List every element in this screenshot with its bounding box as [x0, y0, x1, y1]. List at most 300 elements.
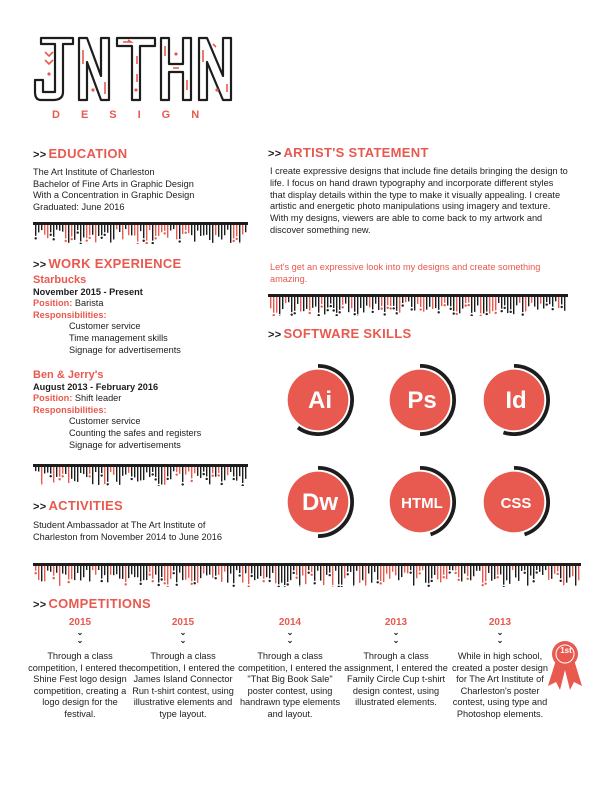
- drip-line: [161, 467, 162, 485]
- drip-line: [119, 566, 120, 579]
- drip-line: [134, 467, 135, 477]
- drip-dot: [146, 242, 148, 244]
- drip-line: [423, 297, 424, 312]
- drip-line: [74, 225, 75, 240]
- drip-line: [107, 467, 108, 482]
- drip-line: [263, 566, 264, 579]
- drip-dot: [191, 480, 193, 482]
- drip-dot: [482, 584, 484, 586]
- drip-dot: [80, 243, 82, 244]
- drip-dot: [329, 574, 331, 576]
- drip-line: [137, 467, 138, 481]
- drip-line: [476, 566, 477, 571]
- drip-line: [110, 225, 111, 243]
- drip-line: [437, 566, 438, 579]
- drip-line: [173, 225, 174, 229]
- drip-dot: [384, 313, 386, 315]
- drip-line: [194, 566, 195, 581]
- drip-line: [408, 297, 409, 301]
- drip-dot: [155, 237, 157, 239]
- drip-line: [323, 566, 324, 585]
- drip-line: [564, 297, 565, 311]
- drip-line: [549, 297, 550, 304]
- drip-line: [314, 566, 315, 581]
- drip-line: [357, 297, 358, 314]
- drip-line: [410, 566, 411, 570]
- drip-line: [348, 297, 349, 312]
- drip-line: [270, 297, 271, 308]
- drip-line: [327, 297, 328, 308]
- drip-line: [339, 297, 340, 310]
- drip-line: [273, 297, 274, 313]
- drip-dot: [546, 303, 548, 305]
- drip-line: [566, 566, 567, 583]
- drip-line: [494, 566, 495, 579]
- drip-line: [110, 467, 111, 472]
- drip-line: [176, 566, 177, 582]
- drip-line: [104, 467, 105, 484]
- drip-line: [299, 566, 300, 585]
- chevron-down-icon: ⌄ ⌄: [76, 628, 84, 645]
- logo-subtitle: DESIGN: [52, 109, 221, 121]
- drip-line: [188, 467, 189, 471]
- competition-year: 2015: [171, 617, 195, 628]
- drip-line: [95, 225, 96, 242]
- drip-line: [449, 566, 450, 570]
- drip-line: [432, 297, 433, 309]
- drip-line: [524, 566, 525, 570]
- drip-line: [80, 566, 81, 580]
- drip-line: [143, 566, 144, 580]
- drip-dot: [86, 239, 88, 241]
- drip-dot: [68, 581, 70, 583]
- job-dates: August 2013 - February 2016: [33, 381, 159, 392]
- drip-line: [512, 566, 513, 570]
- drip-line: [438, 297, 439, 310]
- drip-dot: [449, 571, 451, 573]
- drip-dot: [485, 582, 487, 584]
- drip-dot: [239, 574, 241, 576]
- drip-line: [543, 297, 544, 309]
- drip-line: [458, 566, 459, 577]
- drip-line: [68, 467, 69, 483]
- drip-line: [221, 467, 222, 481]
- drip-line: [173, 566, 174, 571]
- drip-line: [242, 566, 243, 583]
- drip-line: [389, 566, 390, 579]
- drip-dot: [480, 315, 482, 316]
- competition-text: While in high school, created a poster design for The Art Institute of Charleston's poster contest, using type and Photoshop elements.: [451, 651, 549, 719]
- drip-line: [470, 566, 471, 580]
- drip-line: [501, 297, 502, 309]
- drip-line: [485, 566, 486, 581]
- drip-dot: [327, 309, 329, 311]
- drip-dot: [158, 485, 160, 486]
- drip-line: [414, 297, 415, 311]
- drip-dot: [164, 232, 166, 234]
- drip-line: [500, 566, 501, 574]
- drip-line: [459, 297, 460, 313]
- drip-dot: [294, 312, 296, 314]
- drip-line: [59, 225, 60, 231]
- drip-dot: [339, 311, 341, 313]
- drip-line: [236, 225, 237, 236]
- drip-line: [393, 297, 394, 306]
- drip-dot: [191, 583, 193, 585]
- drip-line: [365, 566, 366, 586]
- drip-dot: [287, 583, 289, 585]
- responsibilities-label: Responsibilities:: [33, 404, 107, 415]
- drip-dot: [233, 240, 235, 242]
- drip-line: [212, 225, 213, 243]
- drip-line: [242, 225, 243, 234]
- drip-line: [179, 225, 180, 239]
- drip-dot: [419, 572, 421, 574]
- drip-line: [558, 297, 559, 308]
- drip-line: [206, 566, 207, 575]
- drip-dot: [71, 238, 73, 240]
- drip-line: [554, 566, 555, 574]
- drip-line: [212, 467, 213, 473]
- drip-line: [71, 467, 72, 479]
- drip-line: [101, 467, 102, 473]
- drip-line: [89, 566, 90, 581]
- drip-line: [38, 467, 39, 472]
- drip-line: [131, 566, 132, 574]
- drip-line: [294, 297, 295, 311]
- drip-line: [101, 225, 102, 235]
- job-position: Barista: [74, 298, 104, 309]
- drip-dot: [273, 314, 275, 316]
- drip-line: [521, 566, 522, 571]
- drip-line: [158, 225, 159, 236]
- drip-line: [197, 467, 198, 476]
- drip-dot: [468, 304, 470, 306]
- drip-line: [266, 566, 267, 577]
- drip-line: [227, 566, 228, 583]
- skill-label: Ps: [407, 387, 437, 415]
- drip-line: [194, 467, 195, 473]
- drip-dot: [497, 576, 499, 578]
- drip-line: [164, 566, 165, 581]
- statement-text: I create expressive designs that include fine details bringing the design to life. I focus on hand drawn typography and incorporate different styles that display details within the type to make it visually appealing. I create artistic and energetic photo manipulations using imagery and texture. With my designs, viewers are able to come back to my artwork and discover something new.: [270, 166, 568, 235]
- drip-dot: [215, 577, 217, 579]
- drip-line: [50, 566, 51, 572]
- drip-dot: [560, 580, 562, 582]
- drip-line: [386, 566, 387, 574]
- drip-line: [540, 297, 541, 304]
- drip-line: [366, 297, 367, 306]
- drip-line: [515, 566, 516, 577]
- drip-line: [38, 566, 39, 580]
- drip-line: [384, 297, 385, 312]
- drip-line: [290, 566, 291, 580]
- skill-label: CSS: [500, 494, 532, 512]
- drip-dot: [347, 573, 349, 575]
- drip-line: [506, 566, 507, 580]
- drip-dot: [456, 313, 458, 315]
- drip-line: [56, 566, 57, 573]
- drip-dot: [431, 580, 433, 582]
- drip-line: [50, 225, 51, 232]
- drip-dot: [471, 314, 473, 316]
- drip-dot: [284, 586, 286, 587]
- drip-line: [50, 467, 51, 474]
- drip-line: [245, 566, 246, 573]
- drip-line: [140, 467, 141, 480]
- competition-text: Through a class competition, I entered the Shine Fest logo design competition, creating a logo design for the festival.: [28, 651, 132, 719]
- drip-line: [137, 566, 138, 577]
- competition-year: 2013: [384, 617, 408, 628]
- drip-line: [411, 297, 412, 307]
- drip-line: [62, 467, 63, 474]
- drip-line: [528, 297, 529, 306]
- drip-line: [353, 566, 354, 585]
- drip-line: [482, 566, 483, 583]
- drip-dot: [35, 237, 37, 239]
- drip-line: [44, 566, 45, 581]
- drip-dot: [503, 586, 505, 587]
- responsibility-item: Counting the safes and registers: [69, 427, 202, 438]
- drip-dot: [152, 242, 154, 244]
- drip-dot: [140, 583, 142, 585]
- drip-line: [489, 297, 490, 314]
- drip-line: [155, 566, 156, 575]
- drip-line: [227, 225, 228, 230]
- drip-line: [149, 225, 150, 230]
- drip-line: [152, 225, 153, 241]
- drip-line: [71, 566, 72, 579]
- drip-line: [140, 225, 141, 231]
- drip-line: [330, 297, 331, 304]
- drip-line: [534, 297, 535, 307]
- drip-line: [128, 467, 129, 473]
- drip-line: [101, 566, 102, 579]
- drip-dot: [233, 585, 235, 587]
- drip-dot: [387, 307, 389, 309]
- drip-dot: [101, 580, 103, 582]
- drip-line: [275, 566, 276, 583]
- drip-line: [555, 297, 556, 301]
- drip-line: [89, 467, 90, 474]
- drip-line: [191, 566, 192, 581]
- drip-line: [488, 566, 489, 573]
- drip-dot: [420, 308, 422, 310]
- drip-line: [209, 566, 210, 575]
- drip-dot: [107, 483, 109, 485]
- drip-line: [83, 467, 84, 474]
- drip-line: [278, 566, 279, 584]
- drip-line: [116, 225, 117, 229]
- drip-line: [326, 566, 327, 575]
- chevron-down-icon: ⌄ ⌄: [179, 628, 187, 645]
- drip-dot: [152, 473, 154, 475]
- drip-line: [545, 566, 546, 570]
- drip-line: [113, 566, 114, 575]
- drip-dot: [311, 573, 313, 575]
- drip-line: [86, 566, 87, 570]
- drip-line: [227, 467, 228, 475]
- drip-dot: [89, 475, 91, 477]
- drip-dot: [455, 572, 457, 574]
- drip-divider: [33, 222, 248, 244]
- drip-line: [185, 467, 186, 475]
- drip-line: [318, 297, 319, 313]
- chevron-down-icon: ⌄ ⌄: [496, 628, 504, 645]
- skill-label: HTML: [401, 494, 443, 512]
- drip-line: [239, 566, 240, 573]
- job-position: Shift leader: [74, 393, 122, 404]
- drip-line: [134, 225, 135, 236]
- drip-line: [335, 566, 336, 571]
- drip-line: [359, 566, 360, 583]
- drip-line: [426, 297, 427, 310]
- drip-line: [98, 467, 99, 485]
- drip-line: [434, 566, 435, 575]
- drip-dot: [411, 308, 413, 310]
- drip-dot: [296, 577, 298, 579]
- responsibility-item: Signage for advertisements: [69, 439, 181, 450]
- drip-line: [345, 297, 346, 304]
- drip-line: [236, 566, 237, 570]
- drip-line: [92, 566, 93, 570]
- drip-dot: [309, 312, 311, 314]
- drip-line: [122, 225, 123, 239]
- drip-dot: [167, 478, 169, 480]
- drip-line: [59, 467, 60, 477]
- drip-dot: [65, 240, 67, 242]
- drip-line: [351, 297, 352, 308]
- competition-year: 2015: [68, 617, 92, 628]
- drip-line: [173, 467, 174, 471]
- drip-line: [371, 566, 372, 583]
- drip-line: [311, 566, 312, 572]
- drip-line: [441, 297, 442, 306]
- drip-line: [443, 566, 444, 575]
- activities-title: >> ACTIVITIES: [33, 498, 123, 513]
- drip-line: [392, 566, 393, 572]
- drip-line: [465, 297, 466, 303]
- drip-dot: [104, 234, 106, 236]
- drip-line: [572, 566, 573, 576]
- drip-line: [282, 297, 283, 309]
- drip-dot: [137, 243, 139, 244]
- drip-line: [417, 297, 418, 304]
- drip-dot: [251, 575, 253, 577]
- drip-line: [440, 566, 441, 582]
- competition-item: [28, 617, 132, 721]
- divider-bar: [33, 464, 248, 467]
- drip-line: [444, 297, 445, 303]
- drip-line: [308, 566, 309, 570]
- drip-line: [230, 566, 231, 574]
- drip-line: [77, 225, 78, 230]
- statement-title: >> ARTIST'S STATEMENT: [268, 145, 429, 160]
- drip-dot: [557, 573, 559, 575]
- drip-line: [428, 566, 429, 583]
- drip-line: [296, 566, 297, 575]
- job-ben-jerrys: [33, 370, 263, 451]
- drip-dot: [444, 304, 446, 306]
- drip-line: [560, 566, 561, 578]
- drip-line: [62, 566, 63, 574]
- drip-line: [342, 297, 343, 305]
- drip-dot: [533, 580, 535, 582]
- drip-line: [546, 297, 547, 302]
- drip-line: [230, 225, 231, 243]
- drip-line: [200, 566, 201, 578]
- drip-line: [360, 297, 361, 308]
- drip-line: [134, 566, 135, 577]
- drip-line: [170, 566, 171, 579]
- drip-line: [288, 297, 289, 302]
- drip-dot: [293, 572, 295, 574]
- drip-dot: [390, 307, 392, 309]
- drip-line: [41, 225, 42, 230]
- drip-line: [149, 566, 150, 572]
- drip-line: [65, 467, 66, 474]
- drip-dot: [450, 308, 452, 310]
- drip-line: [194, 225, 195, 242]
- drip-dot: [176, 584, 178, 586]
- drip-line: [324, 297, 325, 314]
- drip-dot: [152, 580, 154, 582]
- chevron-down-icon: ⌄ ⌄: [286, 628, 294, 645]
- drip-dot: [62, 475, 64, 477]
- drip-line: [56, 467, 57, 477]
- drip-line: [143, 225, 144, 238]
- drip-line: [77, 566, 78, 573]
- drip-line: [110, 566, 111, 575]
- drip-line: [164, 467, 165, 485]
- drip-line: [191, 225, 192, 235]
- drip-dot: [206, 478, 208, 480]
- education-title: >> EDUCATION: [33, 146, 128, 161]
- drip-line: [422, 566, 423, 570]
- drip-line: [200, 467, 201, 478]
- drip-line: [336, 297, 337, 313]
- drip-line: [113, 467, 114, 475]
- drip-dot: [465, 304, 467, 306]
- drip-dot: [510, 311, 512, 313]
- drip-line: [413, 566, 414, 586]
- drip-line: [158, 467, 159, 484]
- drip-line: [74, 566, 75, 580]
- drip-line: [425, 566, 426, 583]
- drip-line: [167, 225, 168, 238]
- drip-line: [179, 566, 180, 573]
- drip-line: [239, 467, 240, 476]
- drip-line: [83, 566, 84, 577]
- drip-line: [137, 225, 138, 242]
- drip-line: [531, 297, 532, 303]
- drip-line: [77, 467, 78, 482]
- drip-dot: [101, 237, 103, 239]
- drip-line: [356, 566, 357, 571]
- drip-dot: [467, 578, 469, 580]
- drip-line: [522, 297, 523, 312]
- competition-text: Through a class assignment, I entered the Family Circle Cup t-shirt design contest, using illustrated elements.: [344, 651, 448, 708]
- drip-line: [35, 566, 36, 571]
- drip-line: [347, 566, 348, 572]
- drip-line: [405, 297, 406, 302]
- divider-bar: [268, 294, 568, 297]
- drip-line: [83, 225, 84, 237]
- drip-line: [533, 566, 534, 579]
- drip-line: [41, 566, 42, 581]
- drip-dot: [185, 231, 187, 233]
- drip-line: [239, 225, 240, 242]
